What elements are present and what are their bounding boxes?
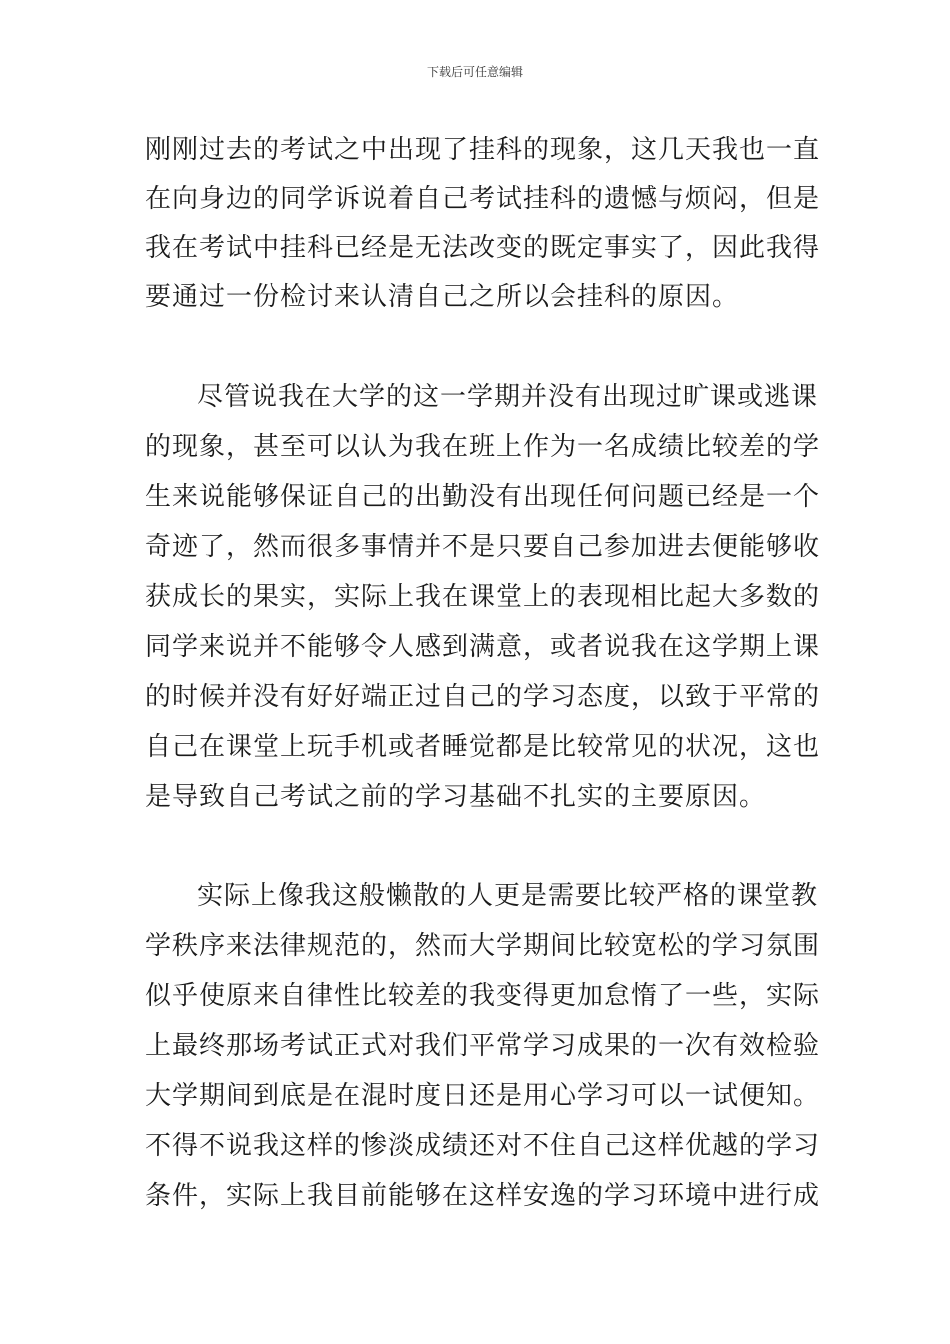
- page-header: 下载后可任意编辑: [426, 65, 523, 79]
- paragraph-1-line-4: 要通过一份检讨来认清自己之所以会挂科的原因。: [145, 282, 740, 312]
- paragraph-1-line-1: 刚刚过去的考试之中出现了挂科的现象，这几天我也一直: [145, 135, 821, 165]
- paragraph-3-line-1: 实际上像我这般懒散的人更是需要比较严格的课堂教: [197, 881, 819, 911]
- paragraph-2-line-1: 尽管说我在大学的这一学期并没有出现过旷课或逃课: [197, 382, 819, 412]
- paragraph-3-line-7: 条件，实际上我目前能够在这样安逸的学习环境中进行成: [145, 1181, 821, 1211]
- paragraph-3-line-5: 大学期间到底是在混时度日还是用心学习可以一试便知。: [145, 1081, 821, 1111]
- paragraph-3-line-2: 学秩序来法律规范的，然而大学期间比较宽松的学习氛围: [145, 931, 821, 961]
- paragraph-2-line-2: 的现象，甚至可以认为我在班上作为一名成绩比较差的学: [145, 432, 821, 462]
- paragraph-2-line-6: 同学来说并不能够令人感到满意，或者说我在这学期上课: [145, 632, 821, 662]
- paragraph-3-line-6: 不得不说我这样的惨淡成绩还对不住自己这样优越的学习: [145, 1131, 821, 1161]
- paragraph-2-line-7: 的时候并没有好好端正过自己的学习态度，以致于平常的: [145, 682, 821, 712]
- paragraph-2-line-9: 是导致自己考试之前的学习基础不扎实的主要原因。: [145, 782, 767, 812]
- paragraph-2-line-4: 奇迹了，然而很多事情并不是只要自己参加进去便能够收: [145, 532, 821, 562]
- paragraph-1-line-2: 在向身边的同学诉说着自己考试挂科的遗憾与烦闷，但是: [145, 184, 821, 214]
- paragraph-3-line-4: 上最终那场考试正式对我们平常学习成果的一次有效检验: [145, 1031, 821, 1061]
- paragraph-2-line-3: 生来说能够保证自己的出勤没有出现任何问题已经是一个: [145, 482, 821, 512]
- paragraph-2-line-8: 自己在课堂上玩手机或者睡觉都是比较常见的状况，这也: [145, 732, 821, 762]
- paragraph-2-line-5: 获成长的果实，实际上我在课堂上的表现相比起大多数的: [145, 582, 821, 612]
- paragraph-3-line-3: 似乎使原来自律性比较差的我变得更加怠惰了一些，实际: [145, 981, 821, 1011]
- paragraph-1-line-3: 我在考试中挂科已经是无法改变的既定事实了，因此我得: [145, 233, 821, 263]
